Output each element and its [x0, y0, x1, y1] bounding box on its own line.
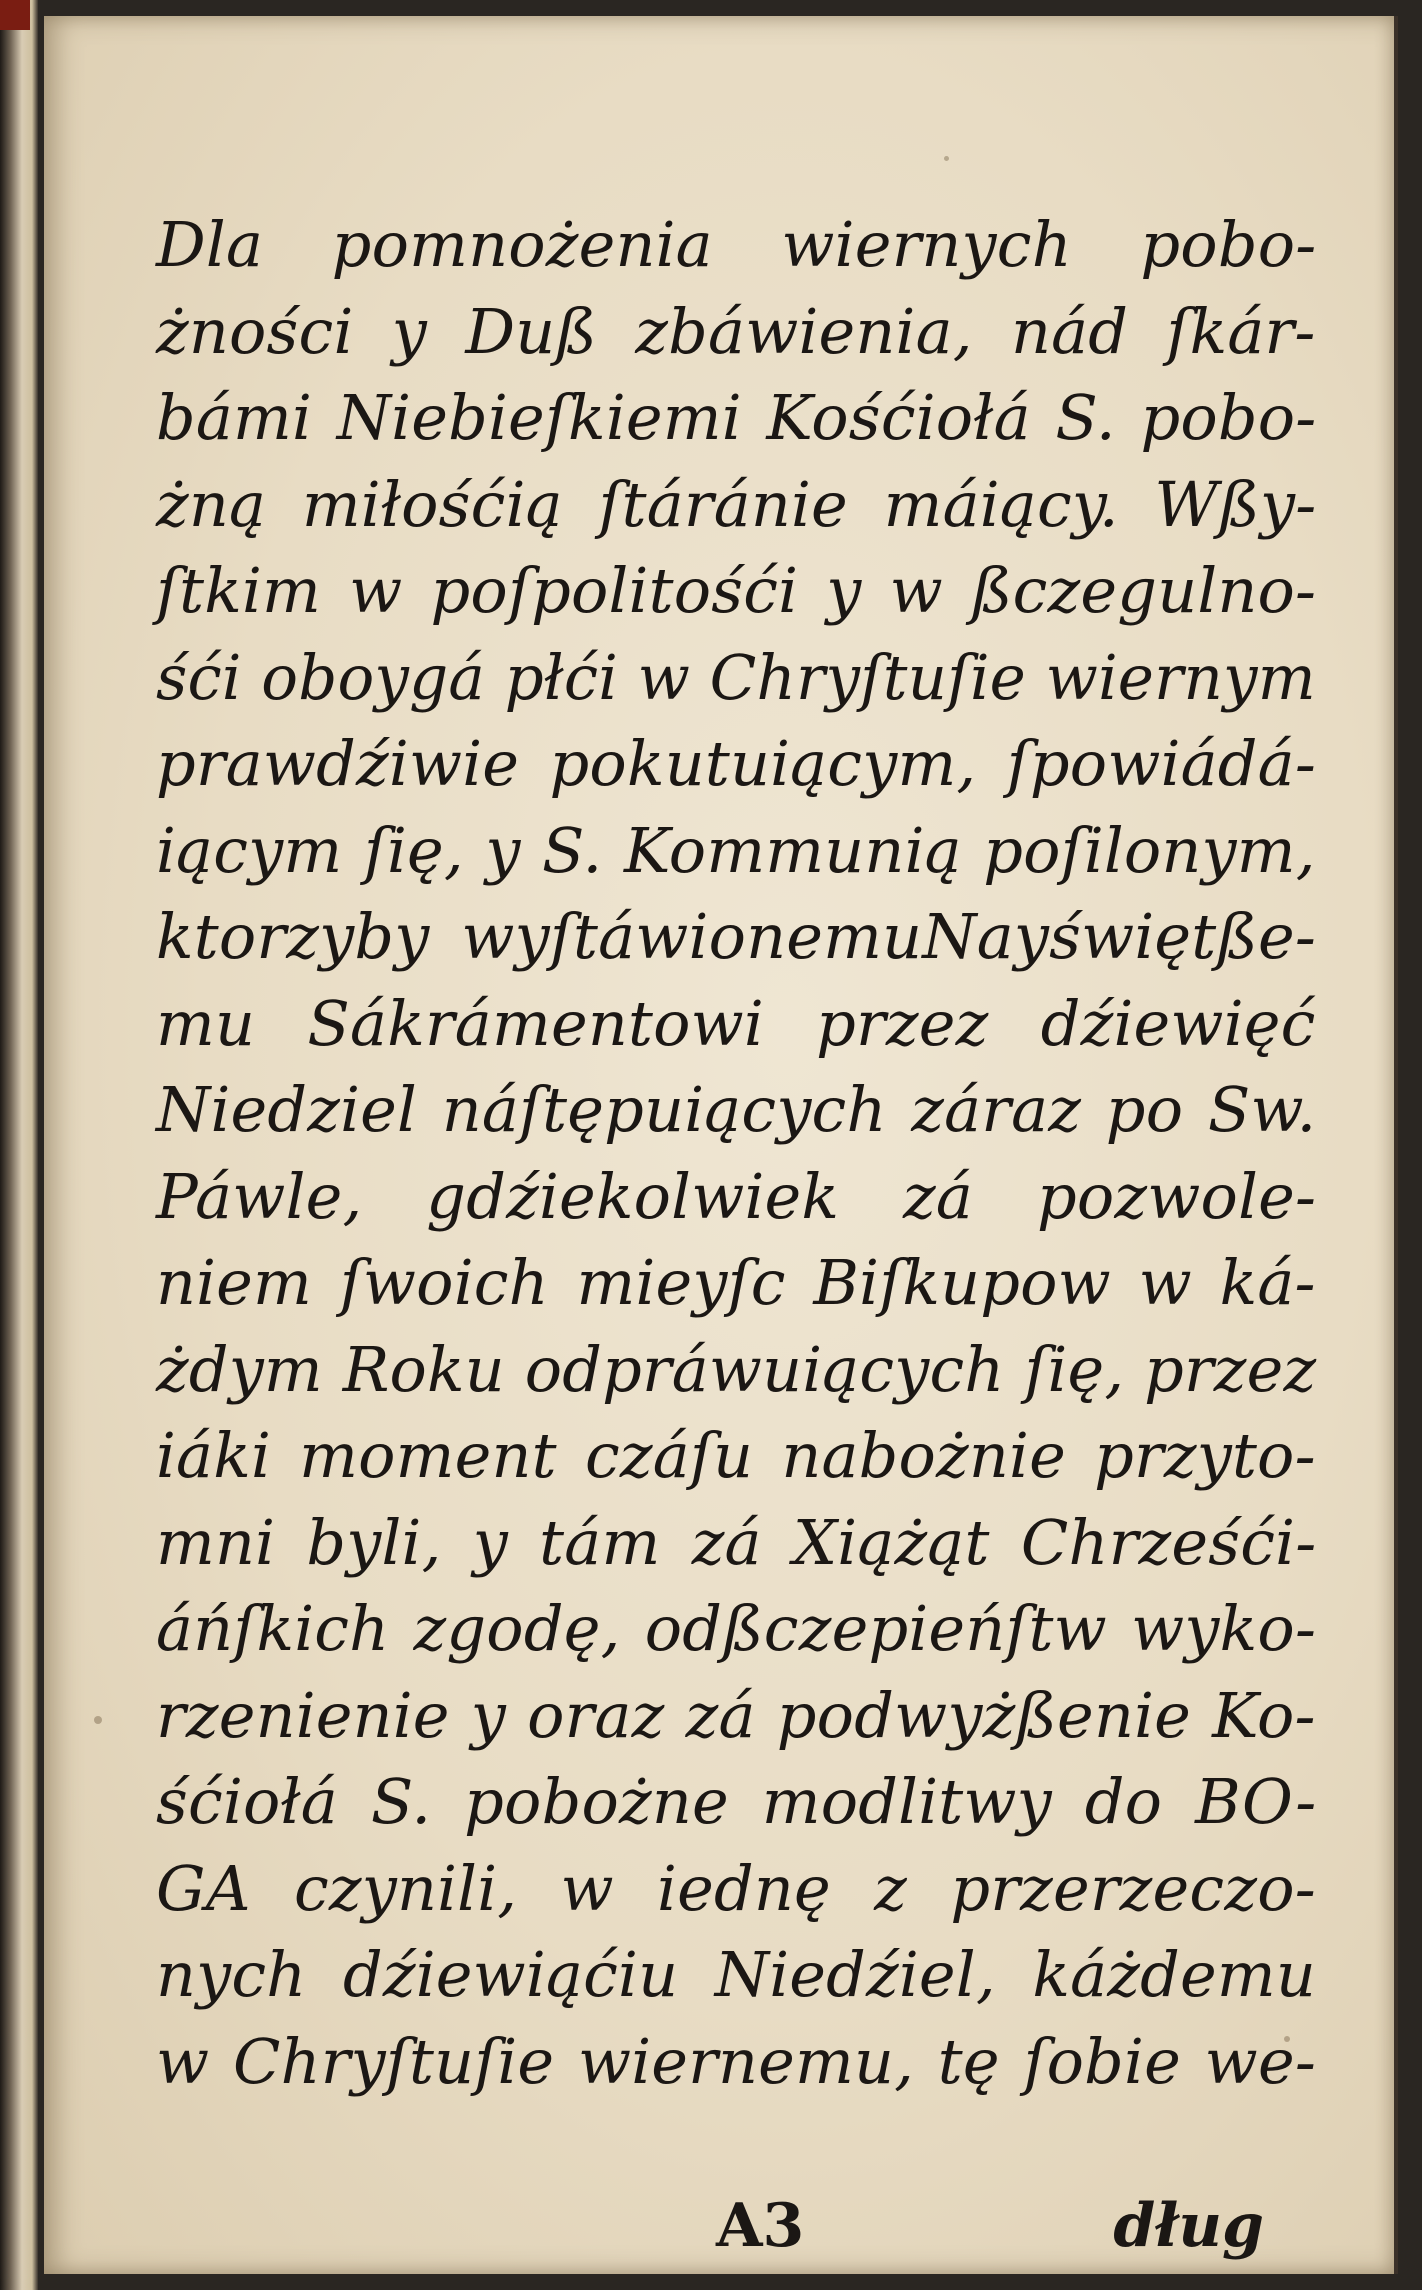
catchword: dług: [1113, 2191, 1264, 2261]
text-line: ktorzyby wyſtáwionemuNayświętße-: [156, 900, 1317, 973]
text-line: śći oboygá płći w Chryſtuſie wiernym: [156, 640, 1316, 714]
text-line: w Chryſtuſie wiernemu, tę ſobie we-: [156, 2024, 1316, 2098]
text-line: mu Sákrámentowi przez dźiewięć: [156, 986, 1316, 1060]
text-line: mni byli, y tám zá Xiążąt Chrześći-: [156, 1505, 1317, 1579]
previous-page-edge: [0, 0, 38, 2290]
body-text: [156, 202, 1316, 2105]
text-line: GA czynili, w iednę z przerzeczo-: [156, 1851, 1316, 1925]
text-line: Niedziel náſtępuiących záraz po Sw.: [156, 1073, 1317, 1146]
text-line: bámi Niebieſkiemi Kośćiołá S. pobo-: [156, 381, 1317, 454]
signature-mark: A3: [716, 2191, 805, 2261]
page-footer: [156, 2191, 1316, 2271]
text-line: iáki moment czáſu nabożnie przyto-: [156, 1419, 1316, 1492]
paper-speck: [94, 1716, 102, 1724]
text-line: śćiołá S. pobożne modlitwy do BO-: [156, 1765, 1317, 1838]
text-line: żdym Roku odpráwuiących ſię, przez: [156, 1332, 1317, 1406]
text-line: ſtkim w poſpolitośći y w ßczegulno-: [156, 554, 1317, 627]
text-line: nych dźiewiąćiu Niedźiel, káżdemu: [156, 1938, 1317, 2011]
text-line: Páwle, gdźiekolwiek zá pozwole-: [156, 1159, 1317, 1233]
text-line: prawdźiwie pokutuiącym, ſpowiádá-: [156, 727, 1316, 800]
binding-mark: [0, 0, 30, 30]
text-line: Dla pomnożenia wiernych pobo-: [156, 208, 1317, 281]
text-line: niem ſwoich mieyſc Biſkupow w ká-: [156, 1246, 1316, 1319]
paper-speck: [944, 156, 949, 161]
text-line: iącym ſię, y S. Kommunią poſilonym,: [156, 813, 1316, 887]
text-line: áńſkich zgodę, odßczepieńſtw wyko-: [156, 1592, 1317, 1665]
text-line: żną miłośćią ſtáránie máiący. Wßy-: [156, 467, 1317, 541]
text-line: żności y Duß zbáwienia, nád ſkár-: [156, 294, 1316, 368]
book-page: [44, 16, 1398, 2274]
text-line: rzenienie y oraz zá podwyżßenie Ko-: [156, 1678, 1316, 1752]
